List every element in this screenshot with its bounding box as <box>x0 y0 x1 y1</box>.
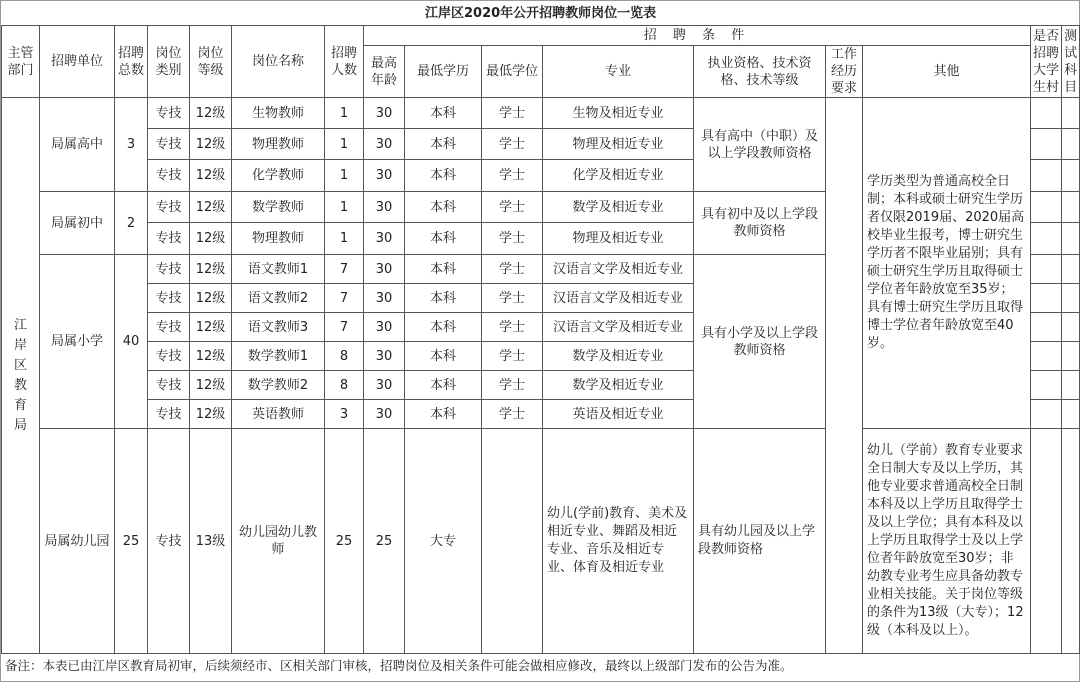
name-cell: 语文教师2 <box>232 284 325 313</box>
village-cell <box>1031 192 1062 223</box>
village-cell <box>1031 371 1062 400</box>
village-cell <box>1031 129 1062 160</box>
header-village: 是否招聘大学生村 <box>1031 26 1062 98</box>
count-cell: 7 <box>325 313 364 342</box>
test-cell <box>1062 342 1080 371</box>
dept-cell: 江岸区教育局 <box>2 98 40 654</box>
header-age: 最高年龄 <box>364 46 405 98</box>
level-cell: 12级 <box>190 129 232 160</box>
count-cell: 1 <box>325 192 364 223</box>
type-cell: 专技 <box>148 284 190 313</box>
degree-cell: 学士 <box>482 98 543 129</box>
header-type: 岗位类别 <box>148 26 190 98</box>
type-cell: 专技 <box>148 342 190 371</box>
header-other: 其他 <box>863 46 1031 98</box>
major-cell: 英语及相近专业 <box>543 400 694 429</box>
edu-cell: 本科 <box>405 129 482 160</box>
name-cell: 物理教师 <box>232 223 325 255</box>
table-title: 江岸区2020年公开招聘教师岗位一览表 <box>2 1 1080 26</box>
type-cell: 专技 <box>148 255 190 284</box>
major-cell: 汉语言文学及相近专业 <box>543 255 694 284</box>
header-dept: 主管部门 <box>2 26 40 98</box>
test-cell <box>1062 192 1080 223</box>
header-count: 招聘人数 <box>325 26 364 98</box>
edu-cell: 本科 <box>405 371 482 400</box>
qual-cell: 具有幼儿园及以上学段教师资格 <box>694 429 826 654</box>
age-cell: 30 <box>364 371 405 400</box>
other-cell: 学历类型为普通高校全日制；本科或硕士研究生学历者仅限2019届、2020届高校毕业生报考，博士研究生学历者不限毕业届别；具有硕士研究生学历且取得硕士学位者年龄放宽至35岁；具有博士研究生学历且取得博士学位者年龄放宽至40岁。 <box>863 98 1031 429</box>
test-cell <box>1062 255 1080 284</box>
type-cell: 专技 <box>148 98 190 129</box>
major-cell: 幼儿(学前)教育、美术及相近专业、舞蹈及相近专业、音乐及相近专业、体育及相近专业 <box>543 429 694 654</box>
degree-cell: 学士 <box>482 160 543 192</box>
table-row <box>2 429 1080 654</box>
degree-cell: 学士 <box>482 371 543 400</box>
name-cell: 数学教师2 <box>232 371 325 400</box>
count-cell: 1 <box>325 98 364 129</box>
village-cell <box>1031 284 1062 313</box>
degree-cell: 学士 <box>482 255 543 284</box>
edu-cell: 本科 <box>405 342 482 371</box>
count-cell: 1 <box>325 223 364 255</box>
degree-cell: 学士 <box>482 223 543 255</box>
village-cell <box>1031 223 1062 255</box>
type-cell: 专技 <box>148 223 190 255</box>
name-cell: 幼儿园幼儿教师 <box>232 429 325 654</box>
age-cell: 30 <box>364 284 405 313</box>
level-cell: 12级 <box>190 313 232 342</box>
village-cell <box>1031 255 1062 284</box>
major-cell: 生物及相近专业 <box>543 98 694 129</box>
header-work: 工作经历要求 <box>826 46 863 98</box>
test-cell <box>1062 400 1080 429</box>
header-name: 岗位名称 <box>232 26 325 98</box>
village-cell <box>1031 160 1062 192</box>
edu-cell: 本科 <box>405 160 482 192</box>
major-cell: 汉语言文学及相近专业 <box>543 313 694 342</box>
level-cell: 12级 <box>190 255 232 284</box>
qual-cell: 具有小学及以上学段教师资格 <box>694 255 826 429</box>
test-cell <box>1062 129 1080 160</box>
edu-cell: 本科 <box>405 255 482 284</box>
edu-cell: 大专 <box>405 429 482 654</box>
village-cell <box>1031 313 1062 342</box>
age-cell: 30 <box>364 192 405 223</box>
age-cell: 30 <box>364 342 405 371</box>
age-cell: 30 <box>364 223 405 255</box>
test-cell <box>1062 160 1080 192</box>
degree-cell: 学士 <box>482 284 543 313</box>
count-cell: 7 <box>325 284 364 313</box>
age-cell: 30 <box>364 98 405 129</box>
village-cell <box>1031 429 1062 654</box>
test-cell <box>1062 284 1080 313</box>
age-cell: 25 <box>364 429 405 654</box>
edu-cell: 本科 <box>405 223 482 255</box>
test-cell <box>1062 429 1080 654</box>
age-cell: 30 <box>364 129 405 160</box>
work-cell <box>826 98 863 654</box>
count-cell: 3 <box>325 400 364 429</box>
name-cell: 英语教师 <box>232 400 325 429</box>
total-cell: 25 <box>115 429 148 654</box>
header-unit: 招聘单位 <box>40 26 115 98</box>
footnote: 备注：本表已由江岸区教育局初审，后续须经市、区相关部门审核，招聘岗位及相关条件可能会做相应修改，最终以上级部门发布的公告为准。 <box>5 658 793 673</box>
level-cell: 12级 <box>190 400 232 429</box>
unit-cell: 局属高中 <box>40 98 115 192</box>
name-cell: 物理教师 <box>232 129 325 160</box>
type-cell: 专技 <box>148 400 190 429</box>
test-cell <box>1062 223 1080 255</box>
major-cell: 物理及相近专业 <box>543 223 694 255</box>
major-cell: 物理及相近专业 <box>543 129 694 160</box>
recruitment-table <box>1 1 1080 654</box>
header-total: 招聘总数 <box>115 26 148 98</box>
degree-cell: 学士 <box>482 192 543 223</box>
count-cell: 8 <box>325 342 364 371</box>
name-cell: 生物教师 <box>232 98 325 129</box>
type-cell: 专技 <box>148 313 190 342</box>
level-cell: 12级 <box>190 223 232 255</box>
name-cell: 数学教师 <box>232 192 325 223</box>
age-cell: 30 <box>364 160 405 192</box>
edu-cell: 本科 <box>405 98 482 129</box>
major-cell: 化学及相近专业 <box>543 160 694 192</box>
test-cell <box>1062 313 1080 342</box>
level-cell: 12级 <box>190 98 232 129</box>
total-cell: 3 <box>115 98 148 192</box>
major-cell: 数学及相近专业 <box>543 192 694 223</box>
name-cell: 数学教师1 <box>232 342 325 371</box>
degree-cell <box>482 429 543 654</box>
header-level: 岗位等级 <box>190 26 232 98</box>
village-cell <box>1031 400 1062 429</box>
header-conditions: 招 聘 条 件 <box>364 26 1031 46</box>
edu-cell: 本科 <box>405 400 482 429</box>
village-cell <box>1031 98 1062 129</box>
edu-cell: 本科 <box>405 192 482 223</box>
age-cell: 30 <box>364 313 405 342</box>
unit-cell: 局属小学 <box>40 255 115 429</box>
unit-cell: 局属幼儿园 <box>40 429 115 654</box>
level-cell: 12级 <box>190 192 232 223</box>
major-cell: 汉语言文学及相近专业 <box>543 284 694 313</box>
level-cell: 12级 <box>190 371 232 400</box>
count-cell: 25 <box>325 429 364 654</box>
total-cell: 2 <box>115 192 148 255</box>
header-edu: 最低学历 <box>405 46 482 98</box>
age-cell: 30 <box>364 255 405 284</box>
level-cell: 12级 <box>190 284 232 313</box>
age-cell: 30 <box>364 400 405 429</box>
degree-cell: 学士 <box>482 313 543 342</box>
edu-cell: 本科 <box>405 284 482 313</box>
count-cell: 1 <box>325 129 364 160</box>
count-cell: 7 <box>325 255 364 284</box>
major-cell: 数学及相近专业 <box>543 371 694 400</box>
count-cell: 8 <box>325 371 364 400</box>
degree-cell: 学士 <box>482 129 543 160</box>
count-cell: 1 <box>325 160 364 192</box>
name-cell: 化学教师 <box>232 160 325 192</box>
other-cell: 幼儿（学前）教育专业要求全日制大专及以上学历，其他专业要求普通高校全日制本科及以上学历且取得学士及以上学位；具有本科及以上学历且取得学士及以上学位者年龄放宽至30岁；非幼教专业考生应具备幼教专业相关技能。关于岗位等级的条件为13级（大专）；12级（本科及以上）。 <box>863 429 1031 654</box>
header-test: 测试科目 <box>1062 26 1080 98</box>
header-degree: 最低学位 <box>482 46 543 98</box>
edu-cell: 本科 <box>405 313 482 342</box>
qual-cell: 具有高中（中职）及以上学段教师资格 <box>694 98 826 192</box>
type-cell: 专技 <box>148 160 190 192</box>
level-cell: 13级 <box>190 429 232 654</box>
test-cell <box>1062 371 1080 400</box>
test-cell <box>1062 98 1080 129</box>
qual-cell: 具有初中及以上学段教师资格 <box>694 192 826 255</box>
name-cell: 语文教师1 <box>232 255 325 284</box>
type-cell: 专技 <box>148 371 190 400</box>
type-cell: 专技 <box>148 192 190 223</box>
village-cell <box>1031 342 1062 371</box>
degree-cell: 学士 <box>482 400 543 429</box>
total-cell: 40 <box>115 255 148 429</box>
header-major: 专业 <box>543 46 694 98</box>
table-row <box>2 98 1080 129</box>
level-cell: 12级 <box>190 160 232 192</box>
name-cell: 语文教师3 <box>232 313 325 342</box>
degree-cell: 学士 <box>482 342 543 371</box>
unit-cell: 局属初中 <box>40 192 115 255</box>
level-cell: 12级 <box>190 342 232 371</box>
type-cell: 专技 <box>148 429 190 654</box>
major-cell: 数学及相近专业 <box>543 342 694 371</box>
type-cell: 专技 <box>148 129 190 160</box>
header-qual: 执业资格、技术资格、技术等级 <box>694 46 826 98</box>
